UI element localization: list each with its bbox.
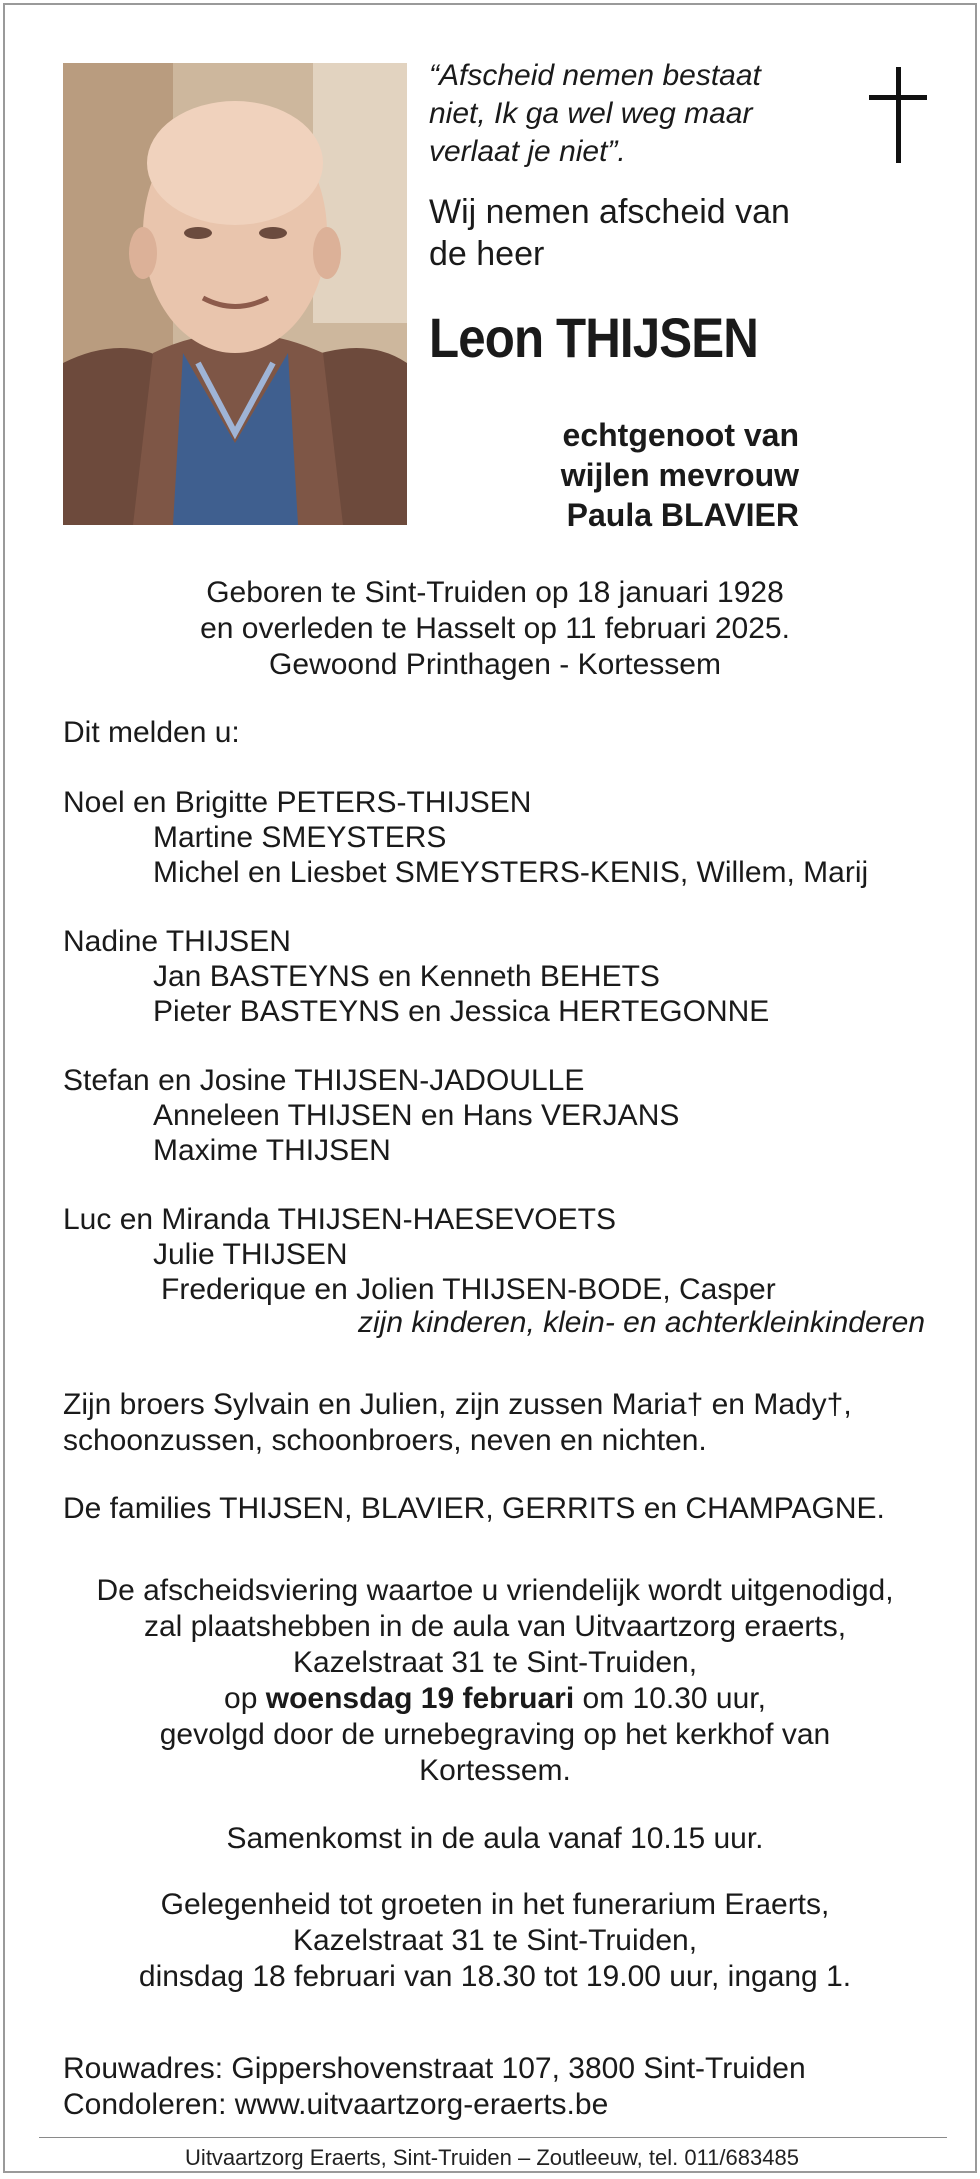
family-group [63,1063,943,1168]
quote-text: “Afscheid nemen bestaat niet, Ik ga wel weg maar verlaat je niet”. [429,59,761,168]
family-role: zijn kinderen, klein- en achterkleinkinderen [358,1306,925,1339]
family-head: Noel en Brigitte PETERS-THIJSEN [63,786,532,819]
family-head: Stefan en Josine THIJSEN-JADOULLE [63,1064,585,1097]
family-group [63,785,943,890]
ceremony-line: Kortessem. [419,1754,571,1787]
intro-text: Wij nemen afscheid van de heer [429,193,790,273]
ceremony-line: De afscheidsviering waartoe u vriendelijk wordt uitgenodigd, [96,1574,894,1607]
mourning-address: Rouwadres: Gippershovenstraat 107, 3800 Sint-Truiden [63,2052,806,2085]
family-member: Jan BASTEYNS en Kenneth BEHETS [153,960,660,993]
ceremony-text [5,1573,980,1789]
announce-text: Dit melden u: [63,716,240,749]
contact-info [63,2051,943,2123]
footer-text: Uitvaartzorg Eraerts, Sint-Truiden – Zoutleeuw, tel. 011/683485 [185,2145,799,2170]
obituary-card [3,3,977,2173]
other-relatives [63,1387,943,1459]
ceremony-line: Kazelstraat 31 te Sint-Truiden, [292,1646,698,1679]
ceremony-date-line [5,1681,980,1717]
family-head: Nadine THIJSEN [63,925,291,958]
gathering-text: Samenkomst in de aula vanaf 10.15 uur. [226,1822,764,1855]
family-member: Martine SMEYSTERS [153,821,447,854]
family-member: Julie THIJSEN [153,1238,348,1271]
birth-death-text: Geboren te Sint-Truiden op 18 januari 1928 en overleden te Hasselt op 11 februari 2025. Gewoond Printhagen - Kortessem [200,576,790,681]
portrait-photo [63,63,407,525]
other-relatives-line: schoonzussen, schoonbroers, neven en nichten. [63,1424,707,1457]
family-group [63,924,943,1029]
family-member: Frederique en Jolien THIJSEN-BODE, Casper [161,1273,776,1306]
ceremony-time: om 10.30 uur, [574,1682,766,1715]
family-list [63,785,943,1341]
related-families: De families THIJSEN, BLAVIER, GERRITS en CHAMPAGNE. [63,1492,885,1525]
ceremony-line: gevolgd door de urnebegraving op het kerkhof van [159,1718,831,1751]
family-group [63,1202,943,1341]
ceremony-line: zal plaatshebben in de aula van Uitvaartzorg eraerts, [143,1610,847,1643]
family-member: Maxime THIJSEN [153,1134,391,1167]
family-head: Luc en Miranda THIJSEN-HAESEVOETS [63,1203,616,1236]
ceremony-date: woensdag 19 februari [265,1682,575,1715]
family-member: Anneleen THIJSEN en Hans VERJANS [153,1099,680,1132]
other-relatives-line: Zijn broers Sylvain en Julien, zijn zussen Maria† en Mady†, [63,1388,852,1421]
cross-icon [869,67,927,163]
family-member: Michel en Liesbet SMEYSTERS-KENIS, Willem, Marij [153,856,869,889]
portrait-image [63,63,407,525]
family-member: Pieter BASTEYNS en Jessica HERTEGONNE [153,995,770,1028]
deceased-name: Leon THIJSEN [429,306,758,369]
condolences-link[interactable]: Condoleren: www.uitvaartzorg-eraerts.be [63,2088,609,2121]
ceremony-date-prefix: op [224,1682,266,1715]
spouse-text: echtgenoot van wijlen mevrouw Paula BLAVIER [560,417,799,533]
footer-divider [39,2137,947,2138]
visitation-text: Gelegenheid tot groeten in het funerarium Eraerts, Kazelstraat 31 te Sint-Truiden, dinsdag 18 februari van 18.30 tot 19.00 uur, ingang 1. [138,1888,852,1993]
